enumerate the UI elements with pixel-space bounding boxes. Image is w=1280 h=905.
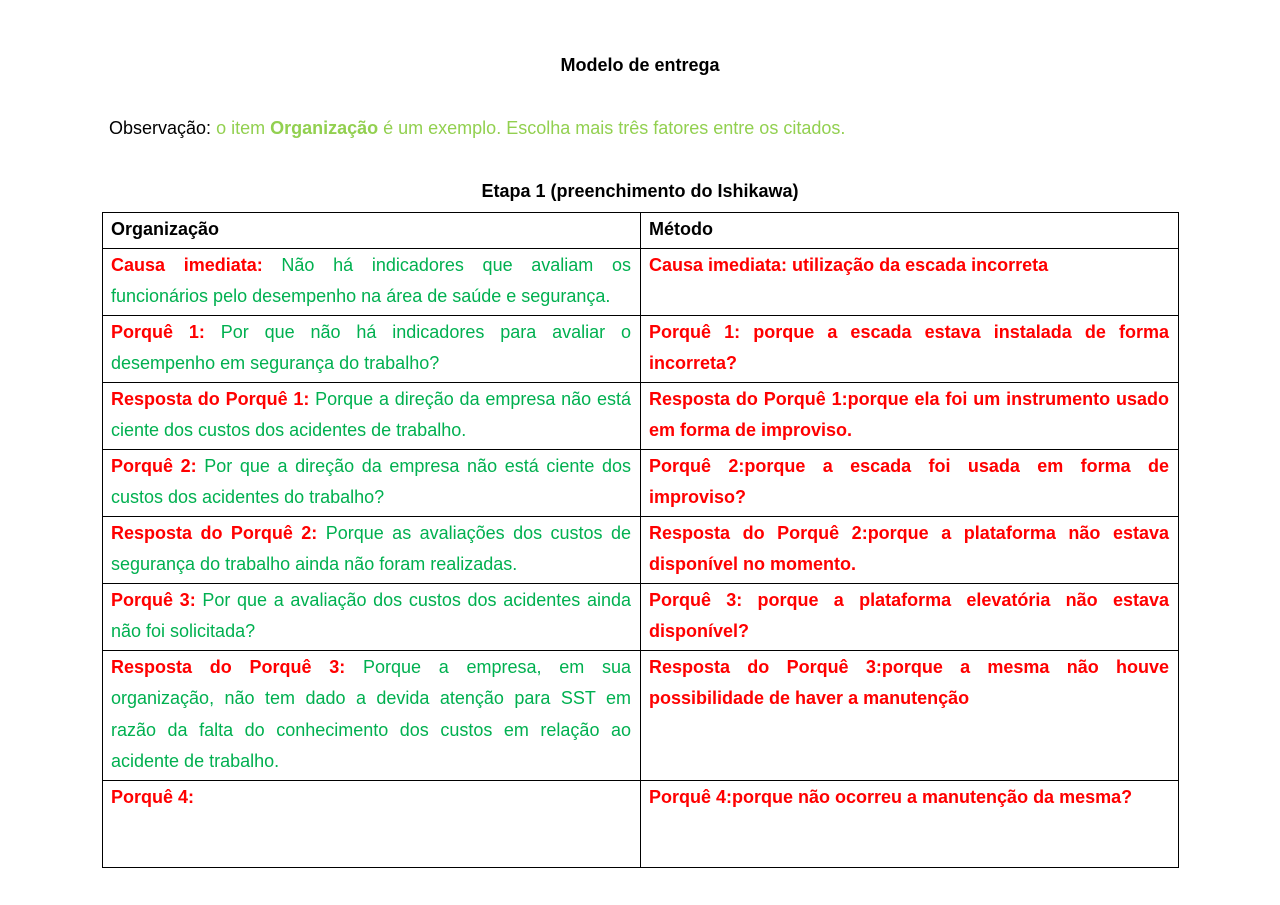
cell-text: Porque a direção da empresa não está ciente dos custos dos acidentes de trabalho. [111, 388, 631, 440]
organizacao-cell [103, 780, 641, 867]
metodo-cell: Porquê 3: porque a plataforma elevatória não estava disponível? [641, 583, 1179, 650]
page-title: Modelo de entrega [560, 55, 720, 75]
section-subtitle: Etapa 1 (preenchimento do Ishikawa) [481, 181, 799, 201]
metodo-cell: Resposta do Porquê 3:porque a mesma não houve possibilidade de haver a manutenção [641, 650, 1179, 780]
cell-label: Porquê 4: [111, 786, 195, 807]
organizacao-cell [103, 650, 641, 780]
observation-text-after: é um exemplo. Escolha mais três fatores entre os citados. [378, 118, 846, 138]
table-row [103, 248, 1179, 315]
metodo-cell: Resposta do Porquê 1:porque ela foi um instrumento usado em forma de improviso. [641, 382, 1179, 449]
cell-label: Resposta do Porquê 2: [111, 522, 318, 543]
metodo-cell: Causa imediata: utilização da escada incorreta [641, 248, 1179, 315]
organizacao-cell [103, 248, 641, 315]
table-row [103, 583, 1179, 650]
observation-label: Observação: [109, 118, 212, 138]
column-header-metodo: Método [641, 213, 1179, 249]
cell-text: Porque as avaliações dos custos de segurança do trabalho ainda não foram realizadas. [111, 522, 631, 574]
organizacao-cell [103, 382, 641, 449]
observation-highlight: Organização [270, 118, 379, 138]
organizacao-cell [103, 315, 641, 382]
observation-text-before: o item [211, 118, 271, 138]
table-row [103, 780, 1179, 867]
table-header-row [103, 213, 1179, 249]
cell-text: Por que a avaliação dos custos dos acidentes ainda não foi solicitada? [111, 589, 631, 641]
table-row [103, 650, 1179, 780]
cell-label: Causa imediata: [111, 254, 263, 275]
organizacao-cell [103, 516, 641, 583]
cell-text: Não há indicadores que avaliam os funcionários pelo desempenho na área de saúde e segurança. [111, 254, 631, 306]
table-row [103, 449, 1179, 516]
organizacao-cell [103, 449, 641, 516]
organizacao-cell [103, 583, 641, 650]
observation-note [109, 118, 845, 139]
column-header-organizacao: Organização [103, 213, 641, 249]
metodo-cell: Porquê 4:porque não ocorreu a manutenção da mesma? [641, 780, 1179, 867]
cell-label: Porquê 3: [111, 589, 196, 610]
cell-text: Por que a direção da empresa não está ciente dos custos dos acidentes do trabalho? [111, 455, 631, 507]
table-row [103, 315, 1179, 382]
cell-label: Porquê 1: [111, 321, 205, 342]
cell-text: Por que não há indicadores para avaliar o desempenho em segurança do trabalho? [111, 321, 631, 373]
cell-label: Porquê 2: [111, 455, 197, 476]
metodo-cell: Porquê 1: porque a escada estava instalada de forma incorreta? [641, 315, 1179, 382]
ishikawa-table [102, 212, 1179, 868]
table-row [103, 382, 1179, 449]
cell-label: Resposta do Porquê 3: [111, 656, 346, 677]
table-row [103, 516, 1179, 583]
metodo-cell: Porquê 2:porque a escada foi usada em forma de improviso? [641, 449, 1179, 516]
cell-text: Porque a empresa, em sua organização, não tem dado a devida atenção para SST em razão da falta do conhecimento dos custos em relação ao acidente de trabalho. [111, 656, 632, 771]
metodo-cell: Resposta do Porquê 2:porque a plataforma não estava disponível no momento. [641, 516, 1179, 583]
cell-label: Resposta do Porquê 1: [111, 388, 310, 409]
